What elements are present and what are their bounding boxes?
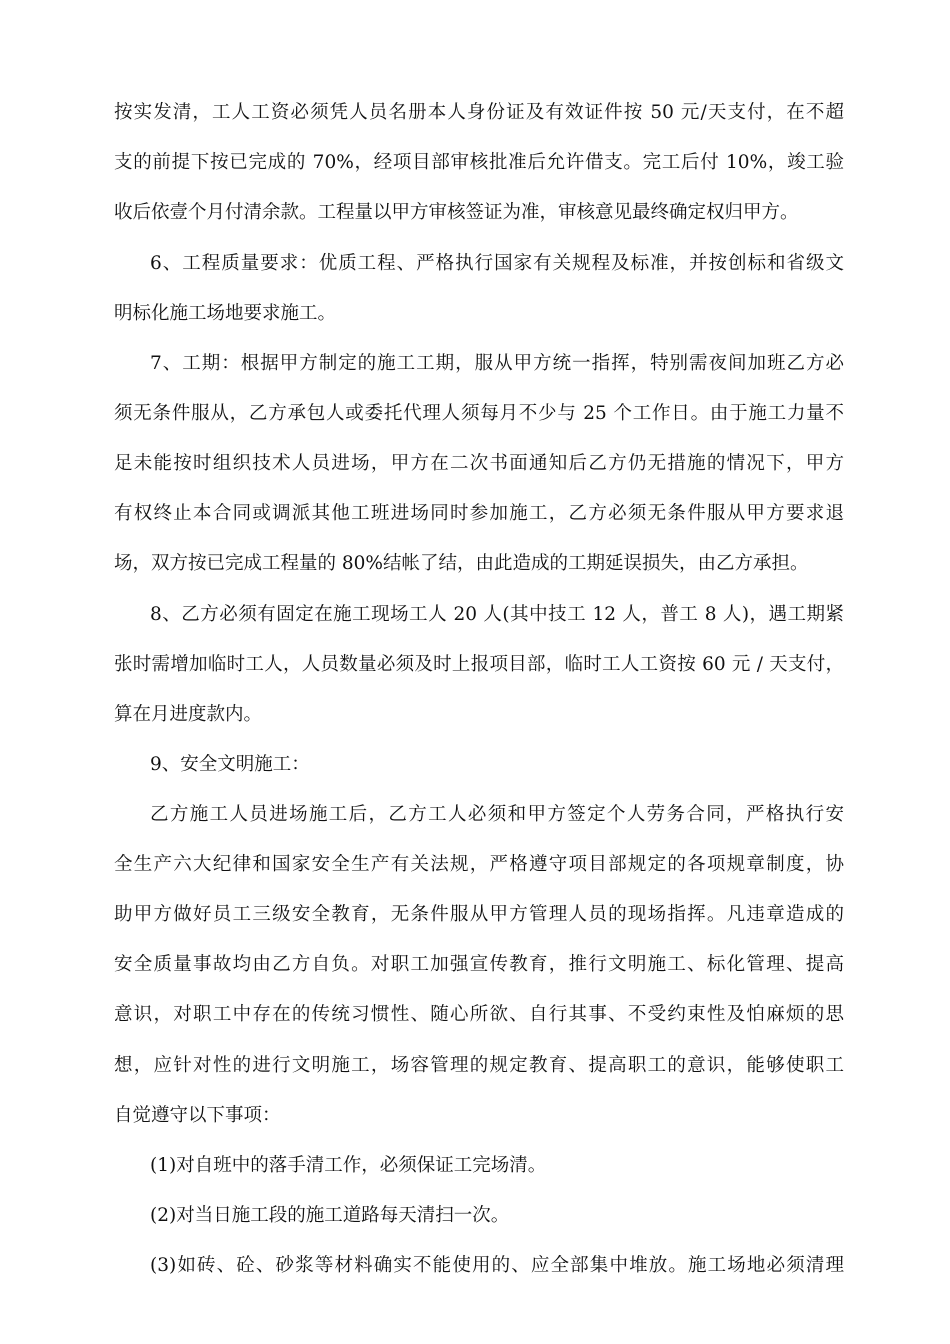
paragraph-line: 助甲方做好员工三级安全教育，无条件服从甲方管理人员的现场指挥。凡违章造成的: [114, 904, 844, 925]
paragraph-line: 收后依壹个月付清余款。工程量以甲方审核签证为准，审核意见最终确定权归甲方。: [114, 202, 799, 223]
paragraph-line: 张时需增加临时工人，人员数量必须及时上报项目部，临时工人工资按 60 元 / 天支付，: [114, 654, 844, 675]
paragraph-line: 按实发清，工人工资必须凭人员名册本人身份证及有效证件按 50 元/天支付，在不超: [114, 102, 844, 123]
paragraph-line: 自觉遵守以下事项：: [114, 1105, 281, 1126]
clause-6-title-line: 6、工程质量要求：优质工程、严格执行国家有关规程及标准，并按创标和省级文: [150, 253, 844, 274]
list-item-1: (1)对自班中的落手清工作，必须保证工完场清。: [150, 1155, 547, 1176]
paragraph-line: 支的前提下按已完成的 70%，经项目部审核批准后允许借支。完工后付 10%，竣工验: [114, 152, 844, 173]
list-item-3: (3)如砖、砼、砂浆等材料确实不能使用的、应全部集中堆放。施工场地必须清理: [150, 1255, 844, 1276]
paragraph-line: 须无条件服从，乙方承包人或委托代理人须每月不少与 25 个工作日。由于施工力量不: [114, 403, 844, 424]
paragraph-line: 足未能按时组织技术人员进场，甲方在二次书面通知后乙方仍无措施的情况下，甲方: [114, 453, 844, 474]
paragraph-line: 乙方施工人员进场施工后，乙方工人必须和甲方签定个人劳务合同，严格执行安: [150, 804, 844, 825]
clause-9-title-line: 9、安全文明施工：: [150, 754, 310, 775]
paragraph-line: 场，双方按已完成工程量的 80%结帐了结，由此造成的工期延误损失，由乙方承担。: [114, 553, 809, 574]
list-item-2: (2)对当日施工段的施工道路每天清扫一次。: [150, 1205, 510, 1226]
paragraph-line: 意识，对职工中存在的传统习惯性、随心所欲、自行其事、不受约束性及怕麻烦的思: [114, 1004, 844, 1025]
clause-7-title-line: 7、工期：根据甲方制定的施工工期，服从甲方统一指挥，特别需夜间加班乙方必: [150, 353, 844, 374]
paragraph-line: 全生产六大纪律和国家安全生产有关法规，严格遵守项目部规定的各项规章制度，协: [114, 854, 844, 875]
paragraph-line: 明标化施工场地要求施工。: [114, 303, 337, 324]
paragraph-line: 有权终止本合同或调派其他工班进场同时参加施工，乙方必须无条件服从甲方要求退: [114, 503, 844, 524]
paragraph-line: 安全质量事故均由乙方自负。对职工加强宣传教育，推行文明施工、标化管理、提高: [114, 954, 844, 975]
paragraph-line: 算在月进度款内。: [114, 704, 263, 725]
clause-8-title-line: 8、乙方必须有固定在施工现场工人 20 人(其中技工 12 人，普工 8 人)，遇工期紧: [150, 604, 844, 625]
paragraph-line: 想，应针对性的进行文明施工，场容管理的规定教育、提高职工的意识，能够使职工: [114, 1055, 844, 1076]
